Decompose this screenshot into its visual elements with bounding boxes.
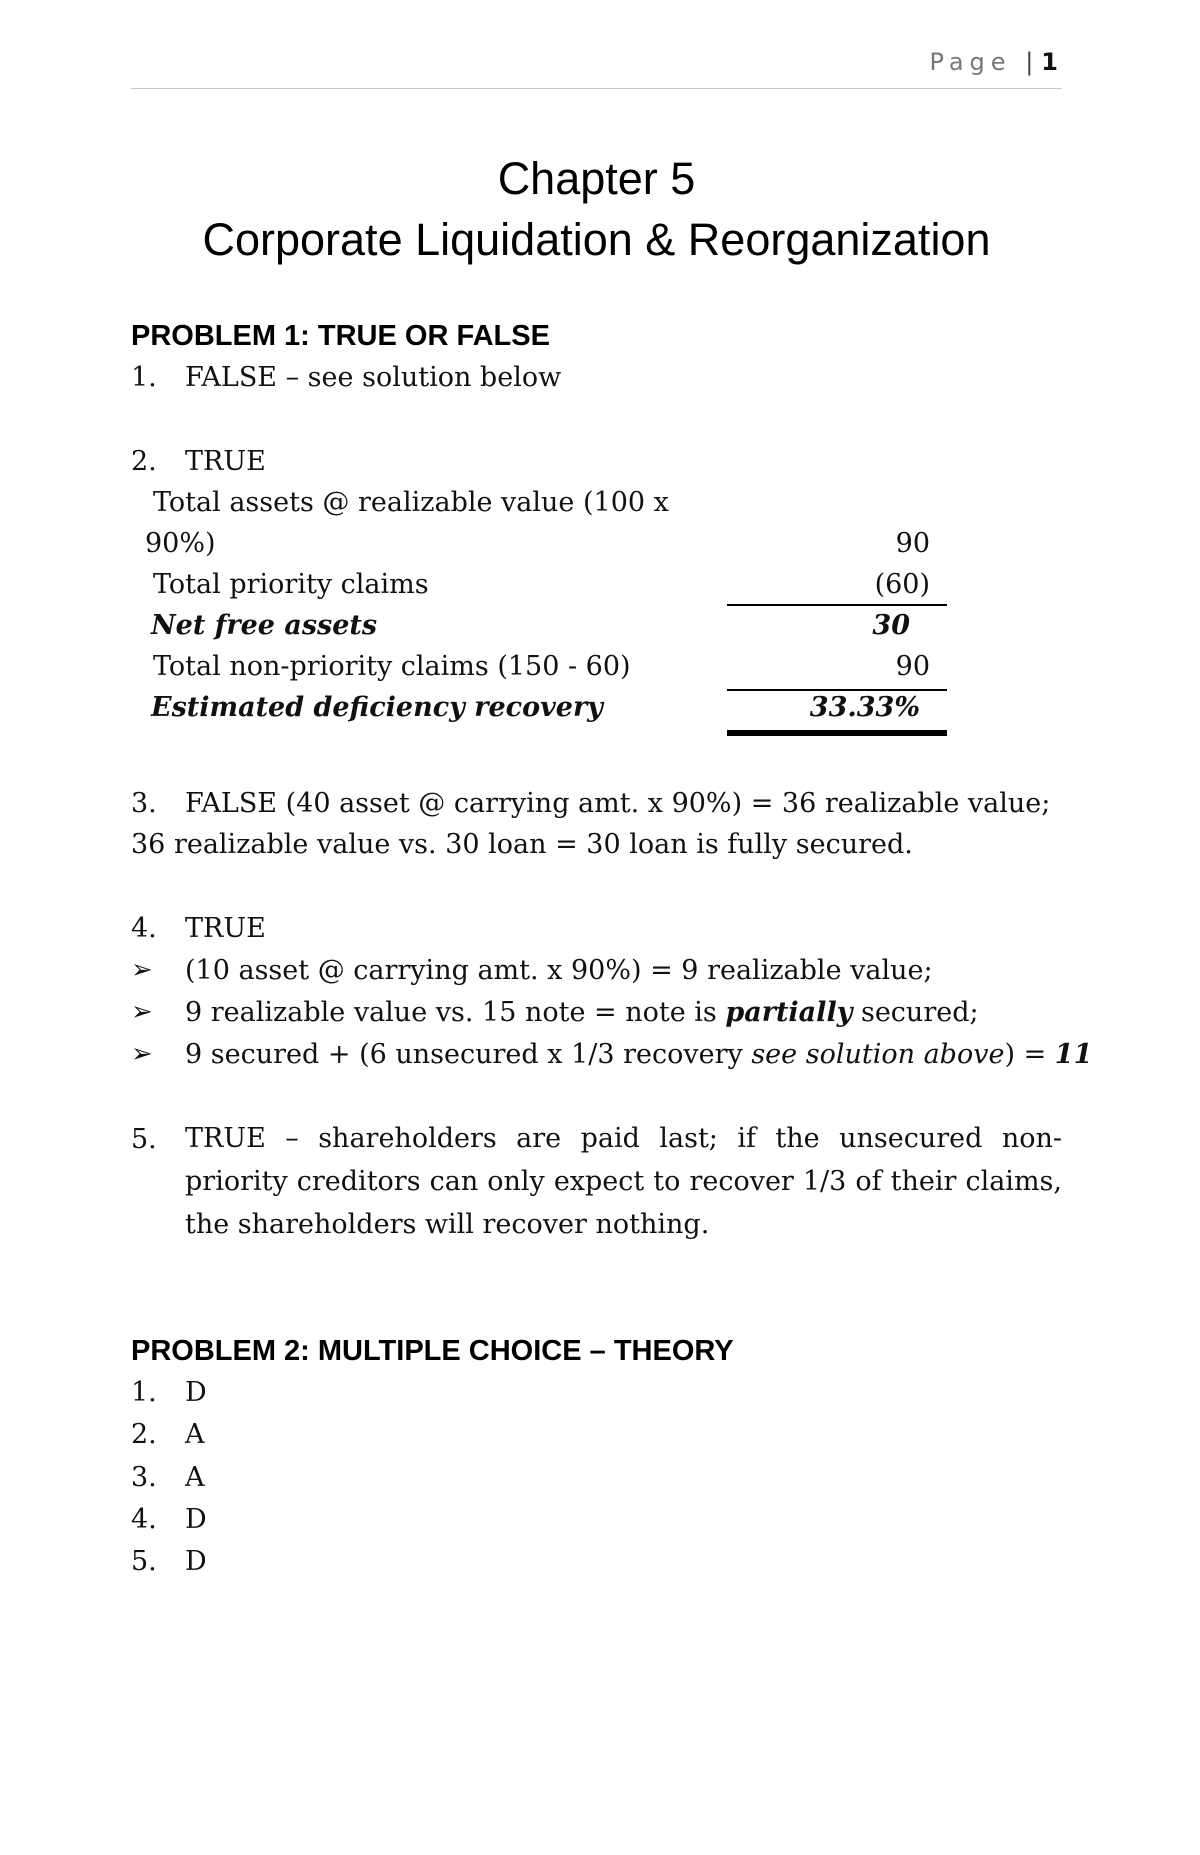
item1-number: 1.	[131, 362, 157, 393]
row4-label: Total non-priority claims (150 - 60)	[153, 651, 631, 682]
row4-value: 90	[895, 651, 930, 682]
problem1-heading: PROBLEM 1: TRUE OR FALSE	[131, 320, 550, 352]
page-number-value: 1	[1041, 48, 1058, 76]
row2-value: (60)	[874, 569, 930, 600]
mc-answer: A	[185, 1419, 205, 1450]
bullet2-text-a: 9 realizable value vs. 15 note = note is	[185, 997, 726, 1028]
bullet3-result: 11	[1054, 1039, 1093, 1070]
page-label: Page	[929, 48, 1012, 76]
row1-label-a: Total assets @ realizable value (100 x	[153, 487, 669, 518]
mc-answer-number: 2.	[131, 1419, 157, 1450]
item3-line1: FALSE (40 asset @ carrying amt. x 90%) = 36 realizable value;	[185, 788, 1051, 819]
mc-answer-number: 4.	[131, 1504, 157, 1535]
item3-line2: 36 realizable value vs. 30 loan = 30 loan is fully secured.	[131, 829, 913, 860]
bullet3-italic: see solution above	[751, 1039, 1005, 1070]
row3-label: Net free assets	[151, 610, 378, 641]
chapter-title: Chapter 5	[497, 153, 696, 204]
arrow-bullet-icon: ➢	[131, 997, 153, 1027]
row3-value: 30	[872, 610, 910, 641]
mc-answer-number: 3.	[131, 1462, 157, 1493]
item4-bullet2	[185, 997, 979, 1028]
item5-text: TRUE – shareholders are paid last; if the unsecured non-priority creditors can only expect to recover 1/3 of their claims, the shareholders will recover nothing.	[185, 1123, 1062, 1240]
bullet2-text-c: secured;	[852, 997, 979, 1028]
bullet3-text-a: 9 secured + (6 unsecured x 1/3 recovery	[185, 1039, 752, 1070]
problem2-heading: PROBLEM 2: MULTIPLE CHOICE – THEORY	[131, 1335, 734, 1367]
subtotal-rule	[727, 604, 947, 606]
row5-label: Estimated deficiency recovery	[151, 692, 603, 723]
page-number	[929, 48, 1058, 76]
row1-value: 90	[895, 528, 930, 559]
mc-answer: A	[185, 1462, 205, 1493]
item4-bullet1: (10 asset @ carrying amt. x 90%) = 9 realizable value;	[185, 955, 933, 986]
item4-bullet3	[185, 1039, 1092, 1070]
arrow-bullet-icon: ➢	[131, 1039, 153, 1069]
page-header	[131, 46, 1062, 89]
item1-text: FALSE – see solution below	[185, 362, 562, 393]
item2-answer: TRUE	[185, 446, 266, 477]
item2-number: 2.	[131, 446, 157, 477]
item3-number: 3.	[131, 788, 157, 819]
row2-label: Total priority claims	[153, 569, 429, 600]
mc-answer-number: 5.	[131, 1546, 157, 1577]
total-rule	[727, 689, 947, 691]
row1-label-b: 90%)	[145, 528, 216, 559]
mc-answer: D	[185, 1377, 207, 1408]
page-separator: |	[1025, 48, 1034, 76]
item4-answer: TRUE	[185, 913, 266, 944]
arrow-bullet-icon: ➢	[131, 955, 153, 985]
double-underline-rule	[727, 730, 947, 736]
mc-answer-number: 1.	[131, 1377, 157, 1408]
bullet2-emphasis: partially	[725, 997, 853, 1028]
chapter-subtitle: Corporate Liquidation & Reorganization	[202, 214, 991, 265]
item5-number: 5.	[131, 1124, 157, 1155]
mc-answer: D	[185, 1546, 207, 1577]
row5-value: 33.33%	[809, 692, 920, 723]
mc-answer: D	[185, 1504, 207, 1535]
item4-number: 4.	[131, 913, 157, 944]
bullet3-text-c: ) =	[1004, 1039, 1055, 1070]
